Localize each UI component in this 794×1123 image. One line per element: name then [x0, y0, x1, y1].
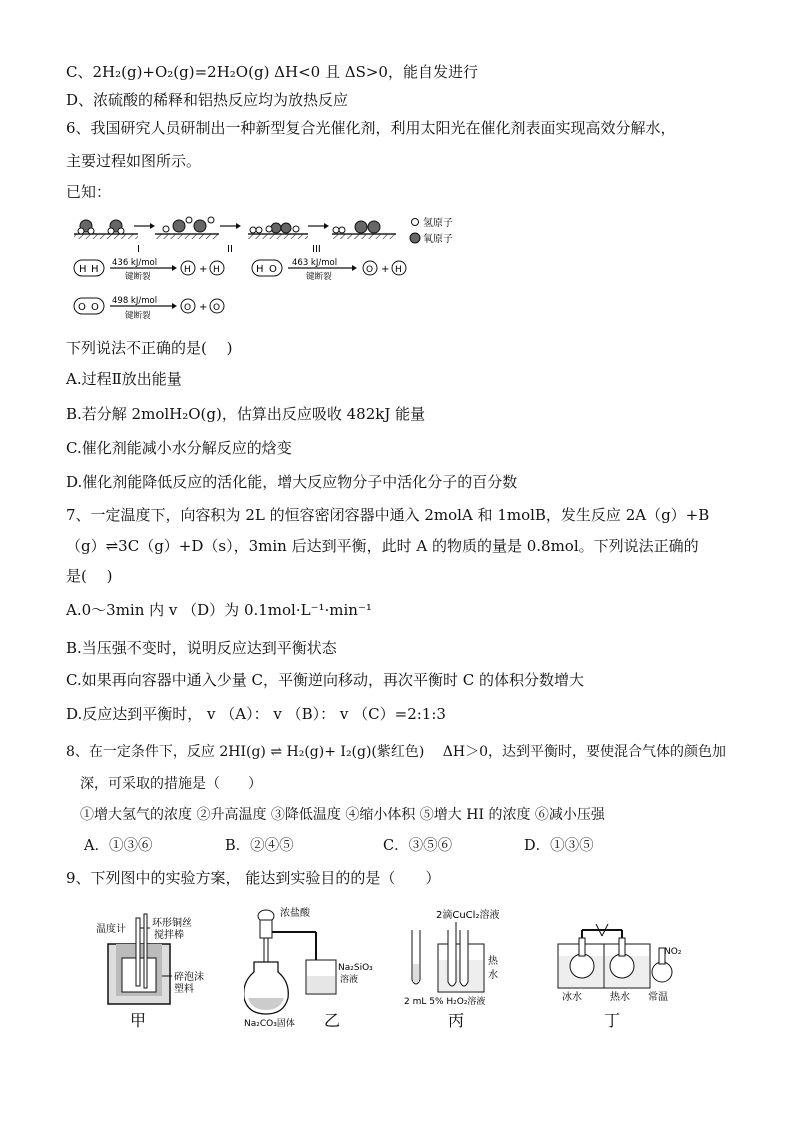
svg-text:O: O: [213, 303, 221, 313]
svg-text:O: O: [91, 302, 99, 313]
label-yi: 乙: [324, 1011, 341, 1030]
svg-text:+: +: [199, 302, 208, 313]
apparatus-jia: [92, 904, 222, 1032]
svg-text:NO₂: NO₂: [664, 947, 682, 957]
legend-oxygen: 氧原子: [423, 234, 453, 245]
q6-known: 已知：: [66, 183, 112, 201]
svg-text:键断裂: 键断裂: [125, 272, 151, 282]
q7-stem-line1: 7、一定温度下，向容积为 2L 的恒容密闭容器中通入 2molA 和 1molB，发生反应 2A（g）+B: [66, 506, 710, 524]
q7-option-c: C.如果再向容器中通入少量 C，平衡逆向移动，再次平衡时 C 的体积分数增大: [66, 671, 584, 689]
q7-stem-line3: 是( ): [66, 567, 113, 585]
svg-text:+: +: [381, 264, 390, 275]
svg-text:冰水: 冰水: [562, 992, 582, 1003]
q7-option-a: A.0～3min 内 v （D）为 0.1mol·L⁻¹·min⁻¹: [66, 601, 372, 619]
oo-energy: 498 kJ/mol: [112, 296, 158, 306]
svg-text:热: 热: [488, 956, 498, 967]
apparatus-bing: [404, 904, 524, 1032]
q6-stem-line1: 6、我国研究人员研制出一种新型复合光催化剂，利用太阳光在催化剂表面实现高效分解水，: [66, 119, 676, 137]
svg-text:H: H: [79, 264, 87, 275]
svg-text:2 mL 5% H₂O₂溶液: 2 mL 5% H₂O₂溶液: [404, 997, 486, 1007]
svg-text:2滴CuCl₂溶液: 2滴CuCl₂溶液: [436, 910, 500, 921]
svg-text:O: O: [366, 265, 374, 275]
q6-option-c: C.催化剂能减小水分解反应的焓变: [66, 439, 292, 457]
hh-energy: 436 kJ/mol: [112, 258, 158, 268]
ho-energy: 463 kJ/mol: [292, 258, 338, 268]
svg-text:+: +: [199, 264, 208, 275]
q6-question: 下列说法不正确的是( ): [66, 339, 233, 357]
q7-stem-line2: （g）⇌3C（g）+D（s），3min 后达到平衡，此时 A 的物质的量是 0.8mol。下列说法正确的: [66, 537, 699, 555]
q6-option-d: D.催化剂能降低反应的活化能，增大反应物分子中活化分子的百分数: [66, 473, 518, 491]
step-1-label: I: [137, 244, 140, 255]
svg-text:O: O: [269, 264, 277, 275]
svg-text:键断裂: 键断裂: [125, 311, 151, 321]
svg-text:搅拌棒: 搅拌棒: [154, 930, 184, 941]
svg-text:碎泡沫: 碎泡沫: [174, 972, 204, 983]
q7-option-d: D.反应达到平衡时， v （A）： v （B）： v （C）=2:1:3: [66, 705, 446, 723]
svg-text:温度计: 温度计: [96, 924, 126, 935]
q6-option-b: B.若分解 2molH₂O(g)，估算出反应吸收 482kJ 能量: [66, 405, 426, 423]
q9-stem: 9、下列图中的实验方案， 能达到实验目的的是（ ）: [66, 869, 441, 887]
label-ding: 丁: [604, 1011, 621, 1030]
q6-stem-line2: 主要过程如图所示。: [66, 152, 202, 170]
svg-text:O: O: [184, 303, 192, 313]
svg-text:Na₂CO₃固体: Na₂CO₃固体: [244, 1019, 295, 1029]
svg-text:塑料: 塑料: [174, 984, 194, 995]
apparatus-yi: [244, 902, 374, 1032]
apparatus-ding: [552, 904, 692, 1032]
q7-option-b: B.当压强不变时，说明反应达到平衡状态: [66, 639, 337, 657]
q8-stem-line2: 深，可采取的措施是（ ）: [80, 776, 262, 792]
svg-text:溶液: 溶液: [340, 975, 359, 985]
svg-text:浓盐酸: 浓盐酸: [280, 908, 310, 919]
svg-text:H: H: [256, 264, 264, 275]
svg-text:环形铜丝: 环形铜丝: [152, 918, 192, 929]
svg-text:O: O: [78, 302, 86, 313]
label-jia: 甲: [130, 1011, 147, 1030]
legend-hydrogen: 氢原子: [423, 218, 453, 229]
q8-stem-line1: 8、在一定条件下，反应 2HI(g) ⇌ H₂(g)+ I₂(g)(紫红色) ΔH＞0，达到平衡时，要使混合气体的颜色加: [66, 744, 727, 760]
q8-option-d: D．①③⑤: [524, 838, 594, 854]
step-3-label: III: [312, 244, 321, 255]
svg-text:H: H: [213, 265, 220, 275]
q6-option-a: A.过程Ⅱ放出能量: [66, 370, 182, 388]
svg-text:热水: 热水: [610, 992, 630, 1003]
svg-text:H: H: [395, 265, 402, 275]
q5-option-d: D、浓硫酸的稀释和铝热反应均为放热反应: [66, 91, 349, 109]
q8-option-c: C．③⑤⑥: [383, 838, 453, 854]
svg-text:水: 水: [488, 970, 498, 981]
step-2-label: II: [227, 244, 233, 255]
q6-reaction-figure: [70, 212, 470, 326]
q8-option-b: B．②④⑤: [225, 838, 294, 854]
svg-text:键断裂: 键断裂: [306, 272, 332, 282]
label-bing: 丙: [448, 1011, 465, 1030]
svg-text:常温: 常温: [648, 992, 668, 1003]
q8-measures: ①增大氢气的浓度 ②升高温度 ③降低温度 ④缩小体积 ⑤增大 HI 的浓度 ⑥减小压强: [80, 807, 605, 823]
svg-text:H: H: [184, 265, 191, 275]
svg-text:Na₂SiO₃: Na₂SiO₃: [338, 963, 373, 973]
q8-option-a: A．①③⑥: [84, 838, 153, 854]
q5-option-c: C、2H₂(g)+O₂(g)=2H₂O(g) ΔH<0 且 ΔS>0，能自发进行: [66, 63, 478, 81]
svg-text:H: H: [91, 264, 99, 275]
